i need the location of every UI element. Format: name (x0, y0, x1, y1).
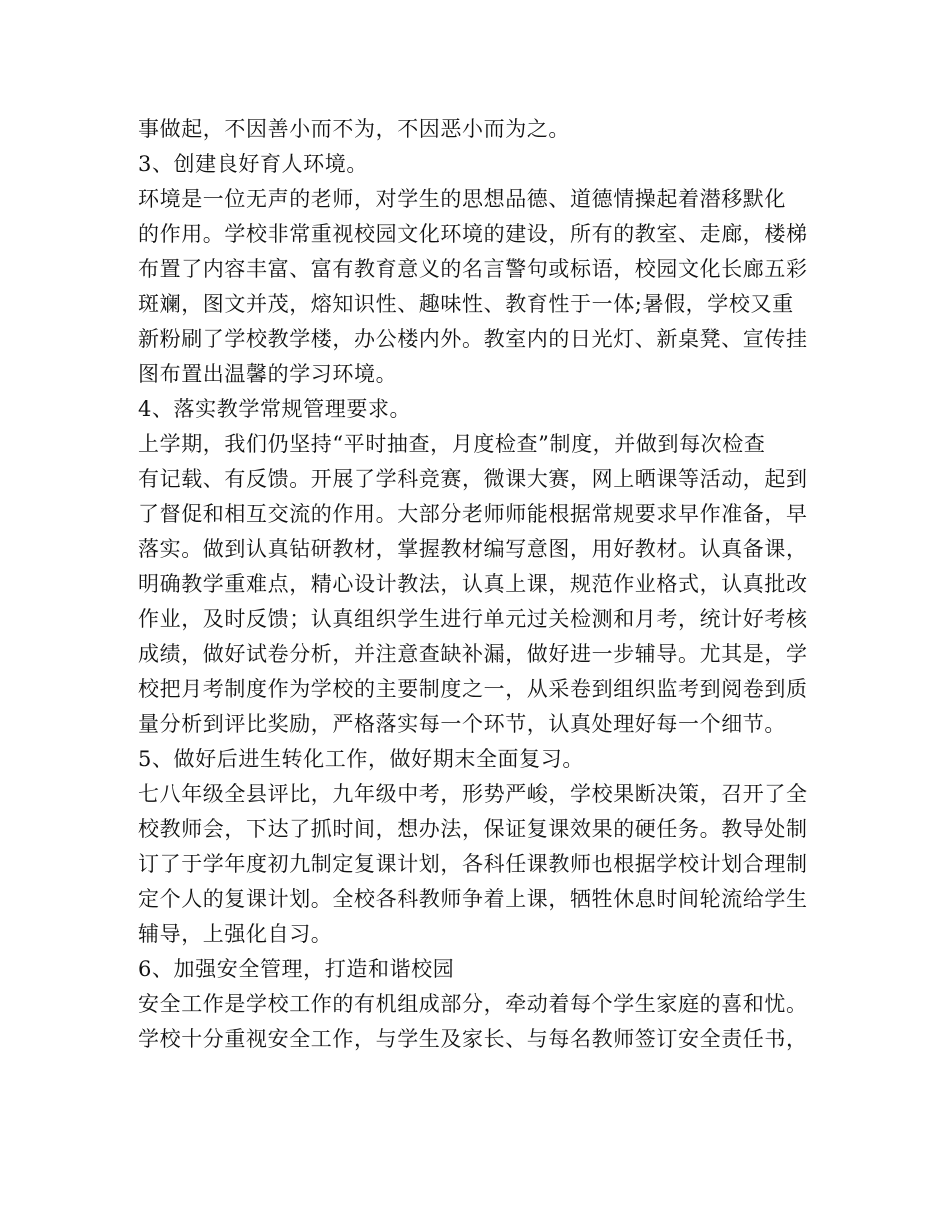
text-line: 成绩，做好试卷分析，并注意查缺补漏，做好进一步辅导。尤其是，学 (138, 642, 808, 666)
section-heading: 6、加强安全管理，打造和谐校园 (138, 957, 455, 981)
text-line: 上学期，我们仍坚持“平时抽查，月度检查”制度，并做到每次检查 (138, 432, 766, 456)
text-line: 订了于学年度初九制定复课计划，各科任课教师也根据学校计划合理制 (138, 852, 808, 876)
section-heading: 4、落实教学常规管理要求。 (138, 397, 412, 421)
text-line: 事做起，不因善小而不为，不因恶小而为之。 (138, 117, 570, 141)
text-line: 有记载、有反馈。开展了学科竞赛，微课大赛，网上晒课等活动，起到 (138, 467, 808, 491)
text-line: 量分析到评比奖励，严格落实每一个环节，认真处理好每一个细节。 (138, 712, 786, 736)
text-line: 新粉刷了学校教学楼，办公楼内外。教室内的日光灯、新桌凳、宣传挂 (138, 327, 808, 351)
text-line: 布置了内容丰富、富有教育意义的名言警句或标语，校园文化长廊五彩 (138, 257, 808, 281)
text-line: 七八年级全县评比，九年级中考，形势严峻，学校果断决策，召开了全 (138, 782, 808, 806)
text-line: 落实。做到认真钻研教材，掌握教材编写意图，用好教材。认真备课， (138, 537, 808, 561)
text-line: 环境是一位无声的老师，对学生的思想品德、道德情操起着潜移默化 (138, 187, 786, 211)
text-line: 校教师会，下达了抓时间，想办法，保证复课效果的硬任务。教导处制 (138, 817, 808, 841)
section-heading: 3、创建良好育人环境。 (138, 152, 368, 176)
text-line: 图布置出温馨的学习环境。 (138, 362, 398, 386)
text-line: 安全工作是学校工作的有机组成部分，牵动着每个学生家庭的喜和忧。 (138, 992, 808, 1016)
text-line: 斑斓，图文并茂，熔知识性、趣味性、教育性于一体;暑假，学校又重 (138, 292, 794, 316)
text-line: 校把月考制度作为学校的主要制度之一，从采卷到组织监考到阅卷到质 (138, 677, 808, 701)
text-line: 学校十分重视安全工作，与学生及家长、与每名教师签订安全责任书， (138, 1027, 808, 1051)
text-line: 的作用。学校非常重视校园文化环境的建设，所有的教室、走廊，楼梯 (138, 222, 808, 246)
text-line: 明确教学重难点，精心设计教法，认真上课，规范作业格式，认真批改 (138, 572, 808, 596)
text-line: 定个人的复课计划。全校各科教师争着上课，牺牲休息时间轮流给学生 (138, 887, 808, 911)
section-heading: 5、做好后进生转化工作，做好期末全面复习。 (138, 747, 584, 771)
text-line: 作业，及时反馈；认真组织学生进行单元过关检测和月考，统计好考核 (138, 607, 808, 631)
text-line: 了督促和相互交流的作用。大部分老师师能根据常规要求早作准备，早 (138, 502, 808, 526)
text-line: 辅导，上强化自习。 (138, 922, 333, 946)
